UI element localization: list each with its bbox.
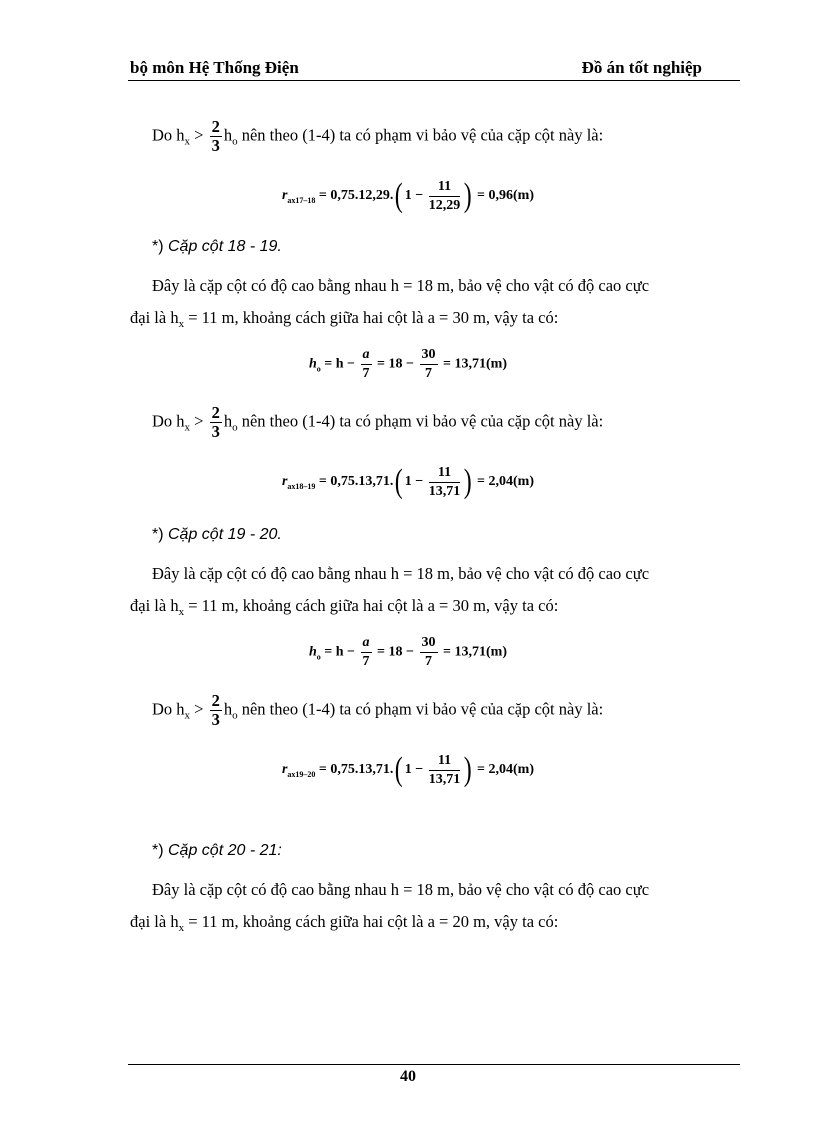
case-19-20: *) Cặp cột 19 - 20. bbox=[152, 526, 282, 543]
formula-ho-2: $h_o = h$ − $\frac{a}{7}$ = 18 − $\frac{30}{7}$ = 13,71(m) bbox=[309, 635, 507, 669]
formula-r-18-19: $r_{ax18-19} = 0,75.13,71$.( 1 − $\frac{11}{13,71}$ ) = 2,04(m) bbox=[281, 463, 535, 500]
formula-r-19-20: $r_{ax19-20} = 0,75.13,71$.( 1 − $\frac{11}{13,71}$ ) = 2,04(m) bbox=[281, 751, 535, 788]
para-20-21-line-1: Đây là cặp cột có độ cao bằng nhau h = 18 m, bảo vệ cho vật có độ cao cực bbox=[152, 880, 650, 899]
para-18-19-line-1: Đây là cặp cột có độ cao bằng nhau h = 18 m, bảo vệ cho vật có độ cao cực bbox=[152, 276, 650, 295]
case-18-19: *) Cặp cột 18 - 19. bbox=[152, 238, 282, 255]
header-left: bộ môn Hệ Thống Điện bbox=[130, 58, 299, 77]
para-19-20-line-2: đại là $h_x = 11$ m, khoảng cách giữa hai cột là a = 30 m, vậy ta có: bbox=[130, 596, 559, 618]
formula-r-17-18: $r_{ax17-18} = 0,75.12,29$.( 1 − $\frac{11}{12,29}$ ) = 0,96(m) bbox=[281, 177, 535, 214]
para-19-20-line-1: Đây là cặp cột có độ cao bằng nhau h = 18 m, bảo vệ cho vật có độ cao cực bbox=[152, 564, 650, 583]
para-20-21-line-2: đại là $h_x = 11$ m, khoảng cách giữa hai cột là a = 20 m, vậy ta có: bbox=[130, 912, 559, 934]
header-rule bbox=[128, 80, 740, 81]
do-hx-line-3: Do $h_x$ > $\frac{2}{3}$ $h_o$ nên theo (1-4) ta có phạm vi bảo vệ của cặp cột này là: bbox=[152, 691, 604, 729]
formula-ho-1: $h_o = h$ − $\frac{a}{7}$ = 18 − $\frac{30}{7}$ = 13,71(m) bbox=[309, 347, 507, 381]
do-hx-line-2: Do $h_x$ > $\frac{2}{3}$ $h_o$ nên theo (1-4) ta có phạm vi bảo vệ của cặp cột này là: bbox=[152, 403, 604, 441]
footer-rule bbox=[128, 1064, 740, 1065]
para-18-19-line-2: đại là $h_x = 11$ m, khoảng cách giữa hai cột là a = 30 m, vậy ta có: bbox=[130, 308, 559, 330]
header-right: Đồ án tốt nghiệp bbox=[581, 58, 702, 77]
page-number: 40 bbox=[400, 1068, 416, 1085]
do-hx-line-1: Do $h_x$ > $\frac{2}{3}$ $h_o$ nên theo (1-4) ta có phạm vi bảo vệ của cặp cột này là: bbox=[152, 117, 604, 155]
case-20-21: *) Cặp cột 20 - 21: bbox=[152, 842, 282, 859]
